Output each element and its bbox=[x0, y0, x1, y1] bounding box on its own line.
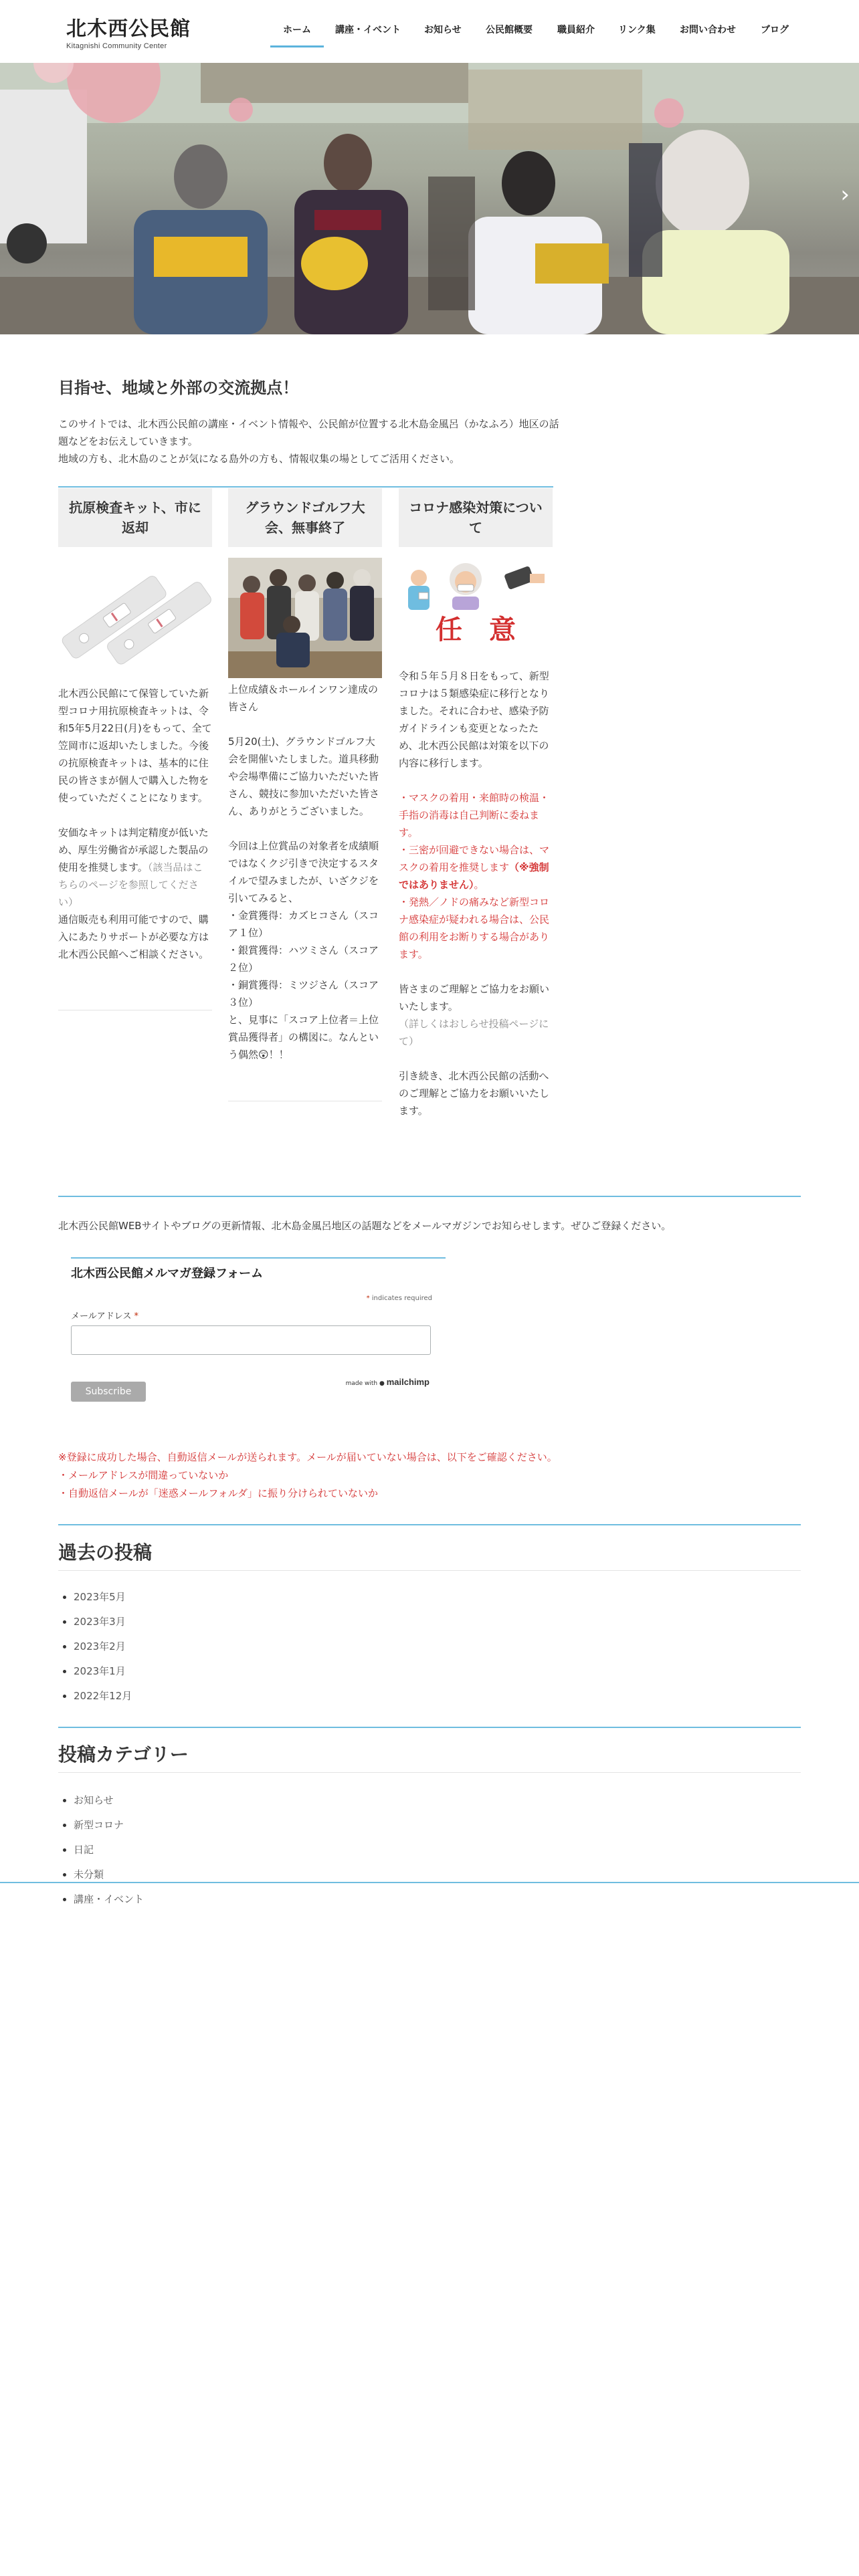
hero-photo bbox=[0, 63, 859, 334]
nav-item-events[interactable]: 講座・イベント bbox=[335, 25, 401, 35]
ground-golf-photo[interactable] bbox=[228, 558, 382, 678]
nav-item-news[interactable]: お知らせ bbox=[424, 25, 462, 35]
news-link[interactable]: （詳しくはおしらせ投稿ページにて） bbox=[399, 1018, 549, 1047]
archive-link[interactable]: • 2023年2月 bbox=[74, 1634, 132, 1659]
email-label: メールアドレス * bbox=[71, 1311, 138, 1321]
post-card-ground-golf bbox=[228, 488, 382, 1101]
post-title[interactable]: コロナ感染対策について bbox=[399, 488, 553, 547]
divider bbox=[58, 1196, 801, 1197]
notice-line: ・メールアドレスが間違っていないか bbox=[58, 1469, 229, 1481]
nav-item-contact[interactable]: お問い合わせ bbox=[680, 25, 736, 35]
category-link[interactable]: • お知らせ bbox=[74, 1788, 144, 1813]
archive-link[interactable]: • 2023年1月 bbox=[74, 1659, 132, 1684]
post-card-antigen-kit bbox=[58, 488, 212, 1010]
reference-link[interactable]: （該当品はこちらのページを参照してください） bbox=[58, 861, 203, 908]
site-logo[interactable] bbox=[66, 17, 191, 50]
categories-title: 投稿カテゴリー bbox=[58, 1743, 189, 1765]
page-tagline: 目指せ、地域と外部の交流拠点！ bbox=[58, 379, 299, 397]
categories-list bbox=[74, 1788, 144, 1912]
policy-item: ・発熱／ノドの痛みなど新型コロナ感染症が疑われる場合は、公民館の利用をお断りする場合があります。 bbox=[399, 896, 550, 960]
divider bbox=[58, 1524, 801, 1525]
covid-policy-image[interactable] bbox=[399, 558, 553, 651]
newsletter-form bbox=[71, 1257, 446, 1402]
nav-item-links[interactable]: リンク集 bbox=[618, 25, 656, 35]
intro-text bbox=[58, 415, 567, 467]
nav-item-blog[interactable]: ブログ bbox=[761, 25, 789, 35]
notice-line: ※登録に成功した場合、自動返信メールが送られます。メールが届いていない場合は、以下をご確認ください。 bbox=[58, 1451, 557, 1463]
post-title[interactable]: 抗原検査キット、市に返却 bbox=[58, 488, 212, 547]
category-link[interactable]: • 日記 bbox=[74, 1838, 144, 1862]
post-body: 北木西公民館にて保管していた新型コロナ用抗原検査キットは、令和5年5月22日(月)をもって、全て笠岡市に返却いたしました。今後の抗原検査キットは、基本的に住民の皆さまが個人で購入した物を使っていただくことになります。 bbox=[58, 687, 212, 804]
divider bbox=[58, 486, 553, 488]
category-link[interactable]: • 未分類 bbox=[74, 1862, 144, 1887]
policy-item: ・マスクの着用・来館時の検温・手指の消毒は自己判断に委ねます。 bbox=[399, 792, 550, 839]
divider bbox=[58, 1570, 801, 1571]
hero-slider[interactable] bbox=[0, 63, 859, 334]
policy-item: ・三密が回避できない場合は、マスクの着用を推奨します（※強制ではありません）。 bbox=[399, 844, 550, 891]
archives-list bbox=[74, 1585, 132, 1709]
nav-item-staff[interactable]: 職員紹介 bbox=[557, 25, 595, 35]
mailchimp-icon: ● bbox=[379, 1380, 385, 1387]
post-body: 皆さまのご理解とご協力をお願いいたします。 （詳しくはおしらせ投稿ページにて） bbox=[399, 983, 550, 1047]
post-body: 引き続き、北木西公民館の活動へのご理解とご協力をお願いいたします。 bbox=[399, 1070, 550, 1117]
footer-divider bbox=[0, 1882, 859, 1883]
nav-item-home[interactable]: ホーム bbox=[283, 25, 311, 35]
intro-line-2: 地域の方も、北木島のことが気になる島外の方も、情報収集の場としてご活用ください。 bbox=[58, 453, 460, 465]
post-body: 5月20(土)、グラウンドゴルフ大会を開催いたしました。道具移動や会場準備にご協力いただいた皆さん、競技に参加いただいた皆さん、ありがとうございました。 bbox=[228, 736, 379, 817]
post-title[interactable]: グラウンドゴルフ大会、無事終了 bbox=[228, 488, 382, 547]
logo-subtitle: Kitagnishi Community Center bbox=[66, 42, 167, 50]
antigen-kit-image[interactable] bbox=[58, 558, 212, 678]
mailchimp-badge[interactable]: made with ● mailchimp bbox=[345, 1377, 430, 1387]
post-body: 令和５年５月８日をもって、新型コロナは５類感染症に移行となりました。それに合わせ、感染予防ガイドラインも変更となったため、北木西公民館は対策を以下の内容に移行します。 bbox=[399, 670, 550, 769]
archive-link[interactable]: • 2022年12月 bbox=[74, 1684, 132, 1709]
notice-line: ・自動返信メールが「迷惑メールフォルダ」に振り分けられていないか bbox=[58, 1487, 379, 1499]
category-link[interactable]: • 新型コロナ bbox=[74, 1813, 144, 1838]
nav-active-indicator bbox=[270, 45, 324, 47]
slider-next-arrow[interactable]: › bbox=[840, 181, 850, 208]
required-note: * indicates required bbox=[366, 1295, 432, 1302]
archive-link[interactable]: • 2023年5月 bbox=[74, 1585, 132, 1610]
post-body: 安価なキットは判定精度が低いため、厚生労働省が承認した製品の使用を推奨します。（該当品はこちらのページを参照してください） 通信販売も利用可能ですので、購入にあたりサポートが必要な方は北木西公民館へご相談ください。 bbox=[58, 827, 209, 960]
newsletter-message: 北木西公民館WEBサイトやブログの更新情報、北木島金風呂地区の話題などをメールマガジンでお知らせします。ぜひご登録ください。 bbox=[58, 1220, 672, 1232]
category-link[interactable]: • 講座・イベント bbox=[74, 1887, 144, 1912]
form-title: 北木西公民館メルマガ登録フォーム bbox=[71, 1257, 446, 1281]
logo-title: 北木西公民館 bbox=[66, 17, 191, 41]
site-header bbox=[0, 0, 859, 63]
covid-policy-label: 任 意 bbox=[436, 615, 516, 645]
photo-caption: 上位成績＆ホールインワン達成の皆さん bbox=[228, 683, 378, 713]
post-card-covid bbox=[399, 488, 553, 1119]
nav-item-about[interactable]: 公民館概要 bbox=[486, 25, 533, 35]
subscribe-button[interactable]: Subscribe bbox=[71, 1382, 146, 1402]
archive-link[interactable]: • 2023年3月 bbox=[74, 1610, 132, 1634]
email-field[interactable] bbox=[71, 1325, 431, 1355]
post-body: 今回は上位賞品の対象者を成績順ではなくクジ引きで決定するスタイルで望みましたが、いざクジを引いてみると、 ・金賞獲得：カズヒコさん（スコア１位） ・銀賞獲得：ハツミさん（スコア２位） ・銅賞獲得：ミツジさん（スコア３位） と、見事に「スコア上位者＝上位賞品獲得者」の構図に。なんという偶然😲！！ bbox=[228, 840, 379, 1061]
divider bbox=[58, 1772, 801, 1773]
registration-notice bbox=[58, 1448, 557, 1503]
intro-line-1: このサイトでは、北木西公民館の講座・イベント情報や、公民館が位置する北木島金風呂（かなふろ）地区の話題などをお伝えしていきます。 bbox=[58, 418, 559, 447]
archives-title: 過去の投稿 bbox=[58, 1541, 153, 1564]
divider bbox=[58, 1727, 801, 1728]
